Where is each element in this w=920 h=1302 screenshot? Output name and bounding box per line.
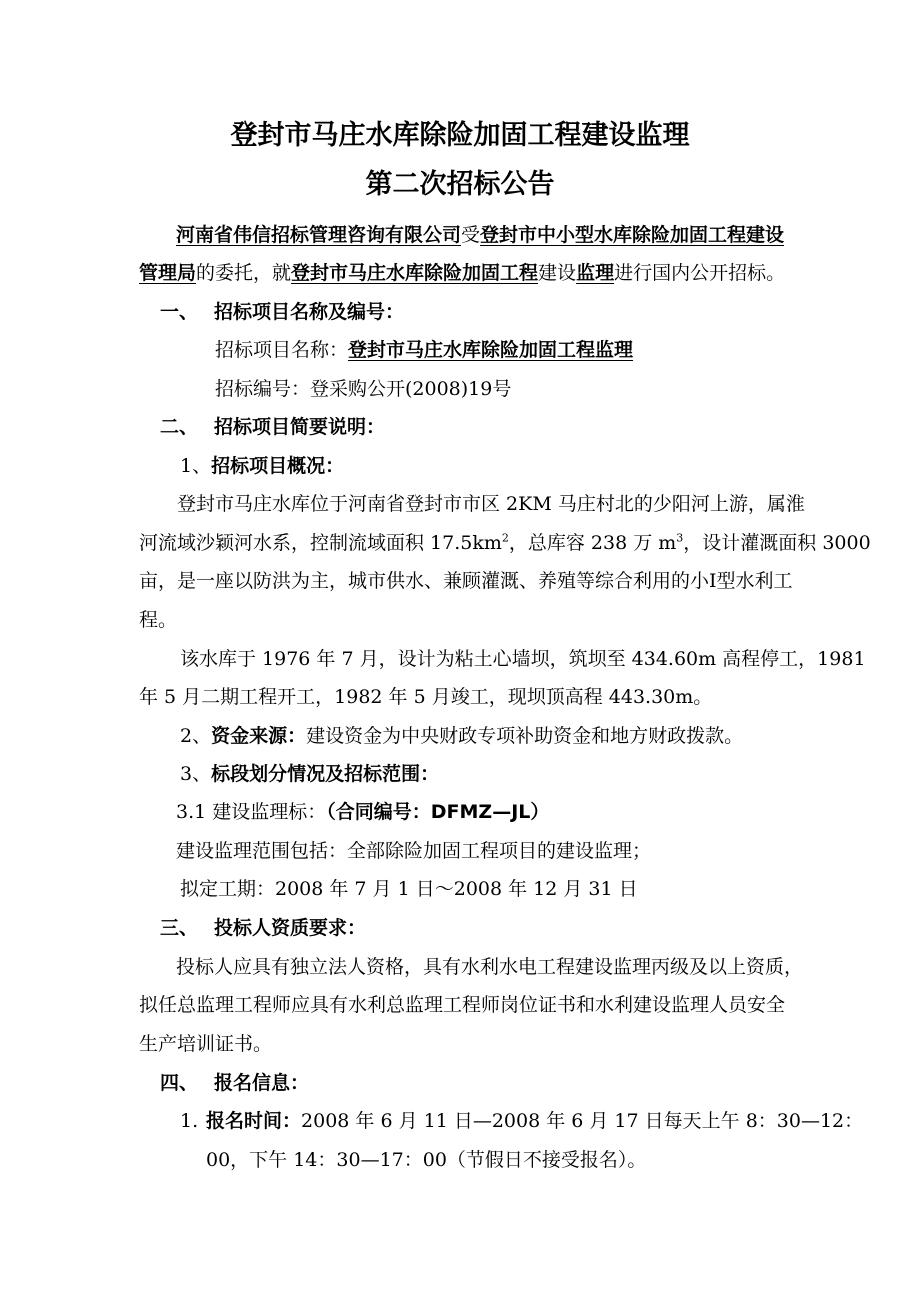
project-name: 登封市马庄水库除险加固工程: [291, 262, 539, 284]
registration-line-1: [180, 1108, 863, 1134]
section-2-heading: [160, 414, 385, 440]
period-line: 拟定工期：2008 年 7 月 1 日～2008 年 12 月 31 日: [180, 878, 638, 900]
project-name-label: 招标项目名称：: [215, 339, 349, 361]
intro-mid2: 建设: [538, 262, 577, 284]
overview-line-2: [139, 530, 871, 556]
overview-line-2a: 河流域沙颖河水系，控制流域面积 17.5km: [139, 532, 502, 554]
registration-time-label: 报名时间：: [206, 1110, 302, 1132]
section-4-number: 四、: [160, 1072, 199, 1094]
contract-number: （合同编号：DFMZ—JL）: [326, 801, 550, 823]
superscript-2: 2: [501, 531, 509, 545]
superscript-3: 3: [676, 531, 684, 545]
section-1-title: 招标项目名称及编号：: [214, 301, 405, 323]
subsection-1-number: 1、: [180, 455, 212, 477]
subsection-3-number: 3、: [180, 763, 212, 785]
subsection-2-number: 2、: [180, 725, 212, 747]
agency-name: 河南省伟信招标管理咨询有限公司: [176, 224, 462, 246]
supervision-word: 监理: [576, 262, 615, 284]
overview-line-1: 登封市马庄水库位于河南省登封市市区 2KM 马庄村北的少阳河上游，属淮: [177, 493, 805, 515]
section-2-title: 招标项目简要说明：: [214, 416, 386, 438]
section-4-heading: [160, 1070, 309, 1096]
scope-line: 建设监理范围包括：全部除险加固工程项目的建设监理；: [176, 840, 652, 862]
subsection-3-title: 标段划分情况及招标范围：: [211, 763, 440, 785]
section-2-number: 二、: [160, 416, 199, 438]
document-title: 登封市马庄水库除险加固工程建设监理: [230, 120, 690, 151]
section-1-number: 一、: [160, 301, 199, 323]
intro-shou: 受: [461, 224, 481, 246]
lot-line: [176, 799, 549, 825]
section-3-number: 三、: [160, 917, 199, 939]
section-4-title: 报名信息：: [214, 1072, 310, 1094]
project-name-value: 登封市马庄水库除险加固工程监理: [348, 339, 634, 361]
section-3-heading: [160, 915, 366, 941]
history-line-2: 年 5 月二期工程开工，1982 年 5 月竣工，现坝顶高程 443.30m。: [139, 686, 713, 708]
subsection-1-title: 招标项目概况：: [211, 455, 345, 477]
client-name-part1: 登封市中小型水库除险加固工程建设: [480, 224, 785, 246]
subsection-3-heading: [180, 761, 439, 787]
registration-time-text: 2008 年 6 月 11 日—2008 年 6 月 17 日每天上午 8：30—12：: [301, 1110, 864, 1132]
funding-line: [180, 723, 743, 749]
overview-line-3: 亩，是一座以防洪为主，城市供水、兼顾灌溉、养殖等综合利用的小Ⅰ型水利工: [139, 570, 793, 592]
funding-text: 建设资金为中央财政专项补助资金和地方财政拨款。: [306, 725, 744, 747]
intro-line-1: [176, 222, 784, 248]
registration-item-number: 1.: [180, 1110, 199, 1132]
subsection-1-heading: [180, 453, 344, 479]
tender-code-line: 招标编号：登采购公开(2008)19号: [215, 378, 512, 400]
lot-prefix: 3.1 建设监理标：: [176, 801, 327, 823]
document-subtitle: 第二次招标公告: [365, 169, 555, 200]
intro-tail: 进行国内公开招标。: [614, 262, 786, 284]
project-name-line: [215, 337, 633, 363]
section-3-title: 投标人资质要求：: [214, 917, 367, 939]
overview-line-2c: ，设计灌溉面积 3000: [683, 532, 871, 554]
qualification-line-3: 生产培训证书。: [139, 1033, 273, 1055]
overview-line-2b: ，总库容 238 万 m: [508, 532, 677, 554]
client-name-part2: 管理局: [139, 262, 197, 284]
intro-mid1: 的委托，就: [196, 262, 292, 284]
history-line-1: 该水库于 1976 年 7 月，设计为粘土心墙坝，筑坝至 434.60m 高程停工，1981: [180, 648, 866, 670]
section-1-heading: [160, 299, 404, 325]
subsection-2-title: 资金来源：: [211, 725, 307, 747]
registration-line-2: 00，下午 14：30—17：00（节假日不接受报名）。: [206, 1149, 647, 1171]
overview-line-4: 程。: [139, 609, 178, 631]
qualification-line-1: 投标人应具有独立法人资格，具有水利水电工程建设监理丙级及以上资质，: [176, 956, 804, 978]
intro-line-2: [139, 260, 785, 286]
qualification-line-2: 拟任总监理工程师应具有水利总监理工程师岗位证书和水利建设监理人员安全: [139, 994, 786, 1016]
